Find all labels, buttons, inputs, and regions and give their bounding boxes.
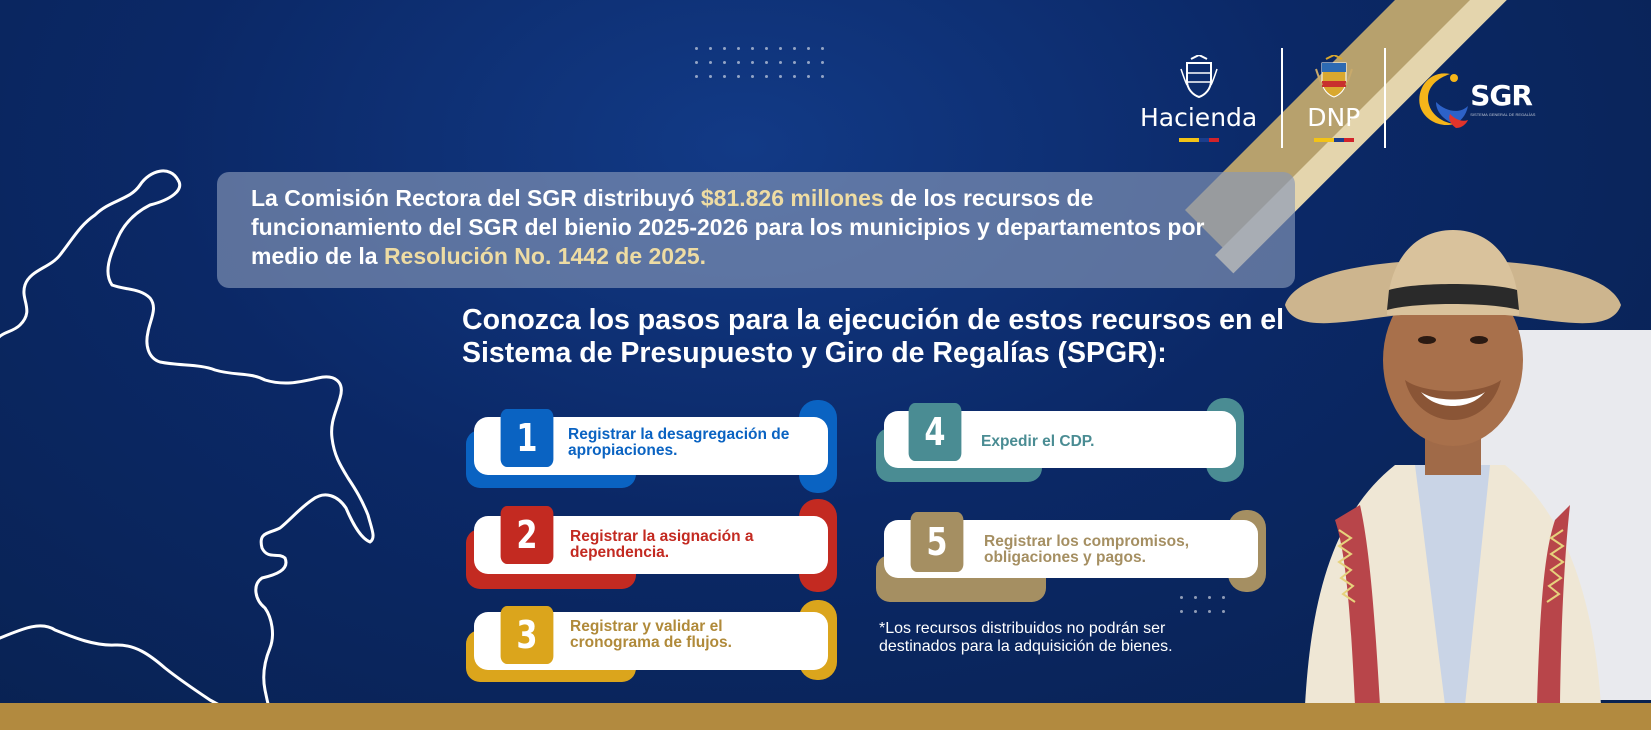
colored-coat-of-arms-icon xyxy=(1314,55,1354,99)
footnote xyxy=(879,620,1209,656)
step-label: Expedir el CDP. xyxy=(981,433,1095,450)
sgr-wordmark: SGR xyxy=(1470,79,1532,112)
footnote-text: *Los recursos distribuidos no podrán ser destinados para la adquisición de bienes. xyxy=(879,620,1173,655)
steps-heading: Conozca los pasos para la ejecución de estos recursos en el Sistema de Presupuesto y Giro de Regalías (SPGR): xyxy=(462,304,1285,369)
dnp-logo xyxy=(1307,55,1360,142)
intro-text-part1: La Comisión Rectora del SGR distribuyó xyxy=(251,185,701,211)
step-label: Registrar los compromisos, obligaciones y pagos. xyxy=(984,533,1190,566)
flag-stripe xyxy=(1179,138,1219,142)
intro-text-part2: de los recursos de funcionamiento del SGR del bienio 2025-2026 para los municipios y departamentos por medio de la xyxy=(251,185,1205,269)
step-number-badge: 4 xyxy=(909,403,962,461)
hacienda-wordmark: Hacienda xyxy=(1140,102,1258,132)
flag-stripe xyxy=(1314,138,1354,142)
logo-divider xyxy=(1281,48,1283,148)
sgr-logo xyxy=(1410,62,1535,134)
intro-text-box xyxy=(217,172,1295,288)
step-number-badge: 3 xyxy=(501,606,554,664)
step-number-badge: 5 xyxy=(911,512,964,572)
farmer-portrait xyxy=(1255,220,1651,705)
sgr-swirl-icon xyxy=(1410,62,1470,134)
coat-of-arms-icon xyxy=(1179,55,1219,99)
header-logos xyxy=(1140,48,1535,148)
logo-divider xyxy=(1384,48,1386,148)
hacienda-logo xyxy=(1140,55,1257,142)
step-number-badge: 2 xyxy=(501,506,554,564)
intro-amount-highlight: $81.826 millones xyxy=(700,185,884,211)
step-label: Registrar la asignación a dependencia. xyxy=(570,528,754,561)
bottom-gold-bar xyxy=(0,703,1651,730)
step-label: Registrar la desagregación de apropiaciones. xyxy=(568,426,790,459)
dnp-wordmark: DNP xyxy=(1307,102,1361,132)
sgr-tagline: SISTEMA GENERAL DE REGALÍAS xyxy=(1470,112,1536,117)
intro-resolution-highlight: Resolución No. 1442 de 2025. xyxy=(383,243,707,269)
step-number-badge: 1 xyxy=(501,409,554,467)
step-label: Registrar y validar el cronograma de flujos. xyxy=(570,618,732,651)
